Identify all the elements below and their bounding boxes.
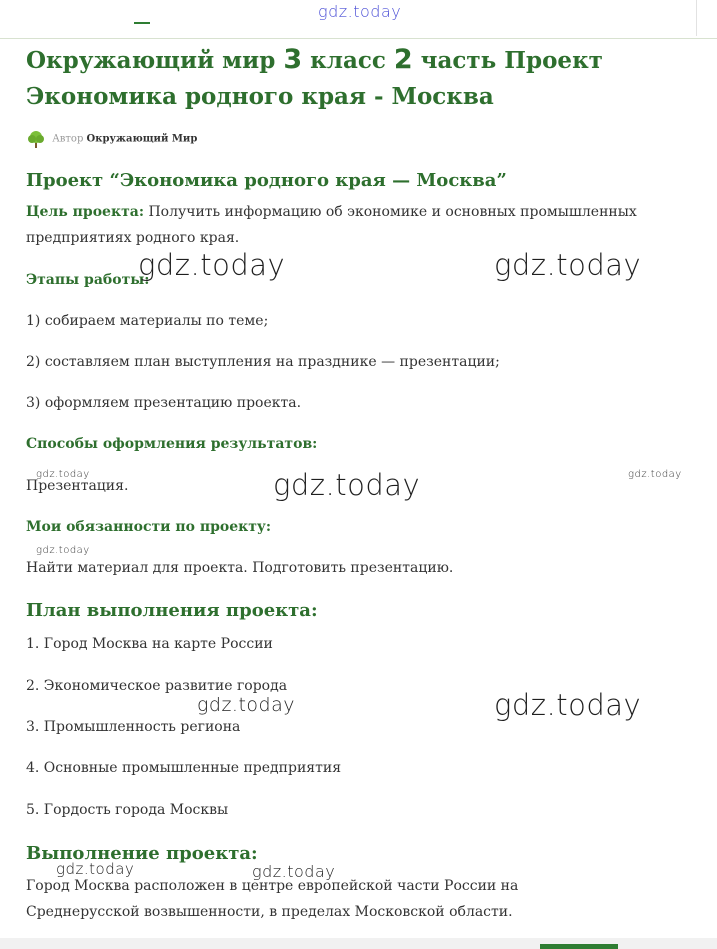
watermark: gdz.today bbox=[36, 545, 90, 556]
watermark: gdz.today bbox=[494, 688, 642, 722]
watermark: gdz.today bbox=[56, 860, 135, 878]
menu-indicator[interactable] bbox=[134, 22, 150, 24]
watermark: gdz.today bbox=[494, 248, 642, 282]
plan-item-4: 4. Основные промышленные предприятия bbox=[26, 760, 342, 776]
page-title: Окружающий мир 3 класс 2 часть Проект Экономика родного края - Москва bbox=[26, 44, 603, 110]
watermark-top: gdz.today bbox=[318, 2, 402, 21]
bottom-accent[interactable] bbox=[540, 944, 618, 949]
watermark: gdz.today bbox=[628, 469, 682, 480]
watermark: gdz.today bbox=[252, 862, 336, 881]
duties-text: Найти материал для проекта. Подготовить презентацию. bbox=[26, 560, 454, 576]
author-name[interactable]: Окружающий Мир bbox=[86, 133, 198, 145]
goal-text: Получить информацию об экономике и основных промышленных предприятиях родного края. bbox=[26, 204, 637, 246]
tree-icon bbox=[26, 129, 46, 149]
stage-item-3: 3) оформляем презентацию проекта. bbox=[26, 395, 302, 411]
goal-paragraph bbox=[26, 199, 686, 251]
execution-text: Город Москва расположен в центре европейской части России на Среднерусской возвышенности, в пределах Московской области. bbox=[26, 878, 519, 920]
stages-label: Этапы работы: bbox=[26, 272, 150, 288]
plan-item-1: 1. Город Москва на карте России bbox=[26, 636, 273, 652]
divider bbox=[696, 0, 697, 36]
execution-heading: Выполнение проекта: bbox=[26, 843, 258, 864]
duties-label: Мои обязанности по проекту: bbox=[26, 519, 272, 535]
plan-item-2: 2. Экономическое развитие города bbox=[26, 678, 288, 694]
author-prefix: Автор bbox=[52, 133, 84, 145]
plan-item-3: 3. Промышленность региона bbox=[26, 719, 241, 735]
plan-heading: План выполнения проекта: bbox=[26, 600, 318, 621]
watermark: gdz.today bbox=[138, 248, 286, 282]
stage-item-1: 1) собираем материалы по теме; bbox=[26, 313, 269, 329]
format-label: Способы оформления результатов: bbox=[26, 436, 318, 452]
plan-item-5: 5. Гордость города Москвы bbox=[26, 802, 229, 818]
format-text: Презентация. bbox=[26, 478, 129, 494]
goal-label: Цель проекта: bbox=[26, 204, 144, 220]
project-heading: Проект “Экономика родного края — Москва” bbox=[26, 170, 507, 191]
watermark: gdz.today bbox=[36, 469, 90, 480]
author-line bbox=[26, 129, 197, 149]
stage-item-2: 2) составляем план выступления на празднике — презентации; bbox=[26, 354, 500, 370]
watermark: gdz.today bbox=[197, 694, 295, 716]
watermark: gdz.today bbox=[273, 468, 421, 502]
